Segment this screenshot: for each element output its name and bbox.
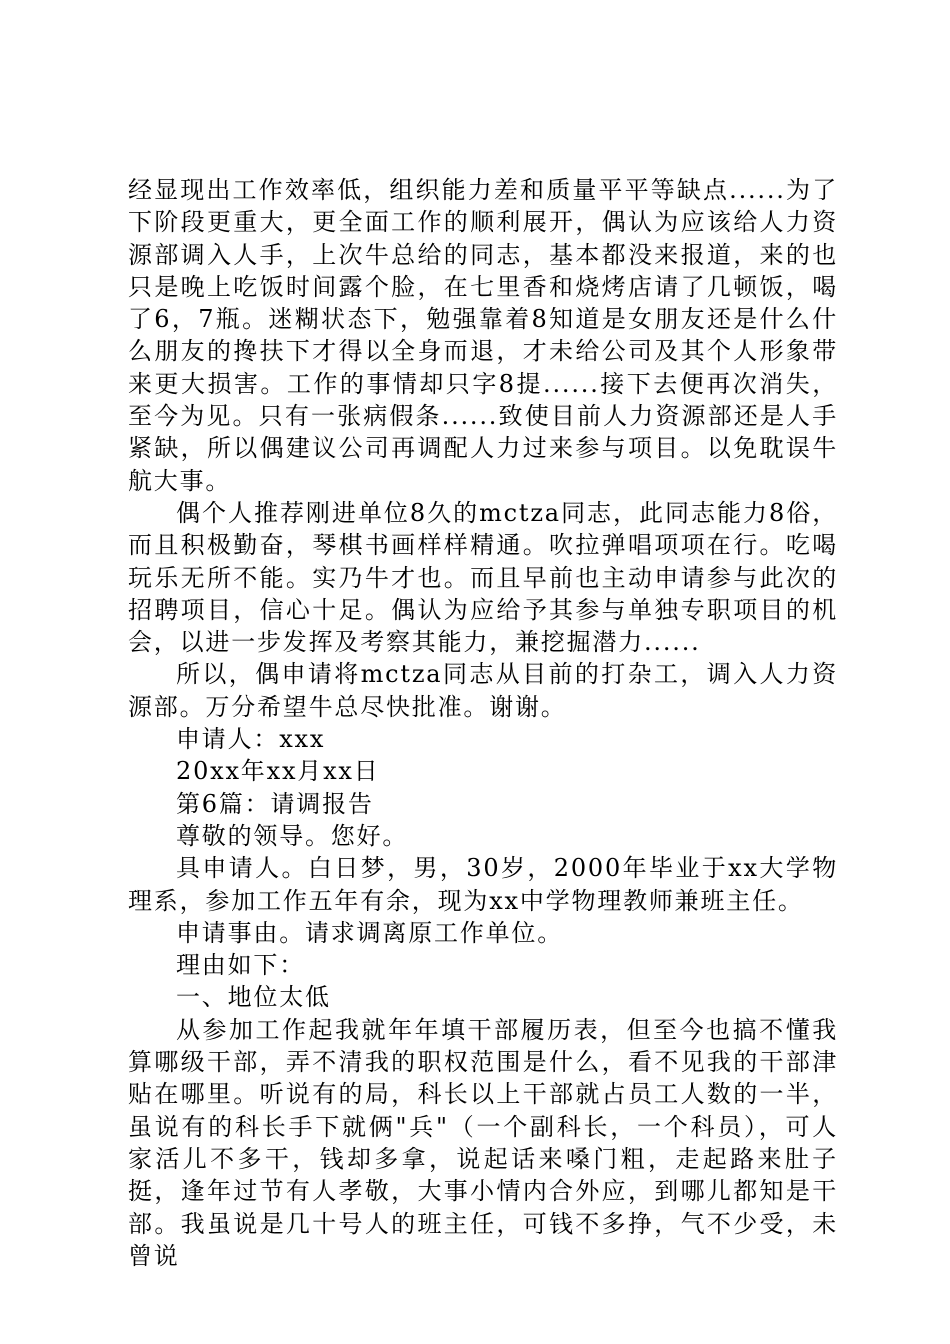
section-title: 第6篇：请调报告 (176, 789, 374, 818)
applicant-intro: 具申请人。白日梦，男，30岁，2000年毕业于xx大学物理系，参加工作五年有余，现为xx中学物理教师兼班主任。 (128, 854, 838, 915)
body-paragraph-1: 经显现出工作效率低，组织能力差和质量平平等缺点......为了下阶段更重大，更全面工作的顺利展开，偶认为应该给人力资源部调入人手，上次牛总给的同志，基本都没来报道，来的也只是晚上吃饭时间露个脸，在七里香和烧烤店请了几顿饭，喝了6，7瓶。迷糊状态下，勉强靠着8知道是女朋友还是什么什么朋友的搀扶下才得以全身而退，才未给公司及其个人形象带来更大损害。工作的事情却只字8提......接下去便再次消失，至今为见。只有一张病假条......致使目前人力资源部还是人手紧缺，所以偶建议公司再调配人力过来参与项目。以免耽误牛航大事。 (128, 176, 838, 495)
signature-date: 20xx年xx月xx日 (176, 757, 380, 786)
point-one-heading: 一、地位太低 (176, 983, 331, 1012)
request-reason: 申请事由。请求调离原工作单位。 (176, 918, 563, 947)
body-paragraph-2: 偶个人推荐刚进单位8久的mctza同志，此同志能力8俗，而且积极勤奋，琴棋书画样样精通。吹拉弹唱项项在行。吃喝玩乐无所不能。实乃牛才也。而且早前也主动申请参与此次的招聘项目，信心十足。偶认为应给予其参与单独专职项目的机会，以进一步发挥及考察其能力，兼挖掘潜力...... (128, 498, 838, 657)
greeting: 尊敬的领导。您好。 (176, 821, 409, 850)
point-one-body: 从参加工作起我就年年填干部履历表，但至今也搞不懂我算哪级干部，弄不清我的职权范围是什么，看不见我的干部津贴在哪里。听说有的局，科长以上干部就占员工人数的一半，虽说有的科长手下就俩"兵"（一个副科长，一个科员），可人家活儿不多干，钱却多拿，说起话来嗓门粗，走起路来肚子挺，逢年过节有人孝敬，大事小情内合外应，到哪儿都知是干部。我虽说是几十号人的班主任，可钱不多挣，气不少受，未曾说 (128, 1015, 838, 1270)
body-paragraph-3: 所以，偶申请将mctza同志从目前的打杂工，调入人力资源部。万分希望牛总尽快批准。谢谢。 (128, 660, 838, 721)
document-body (128, 174, 838, 1272)
reasons-heading: 理由如下： (176, 951, 305, 980)
applicant-signature: 申请人：xxx (176, 725, 326, 754)
